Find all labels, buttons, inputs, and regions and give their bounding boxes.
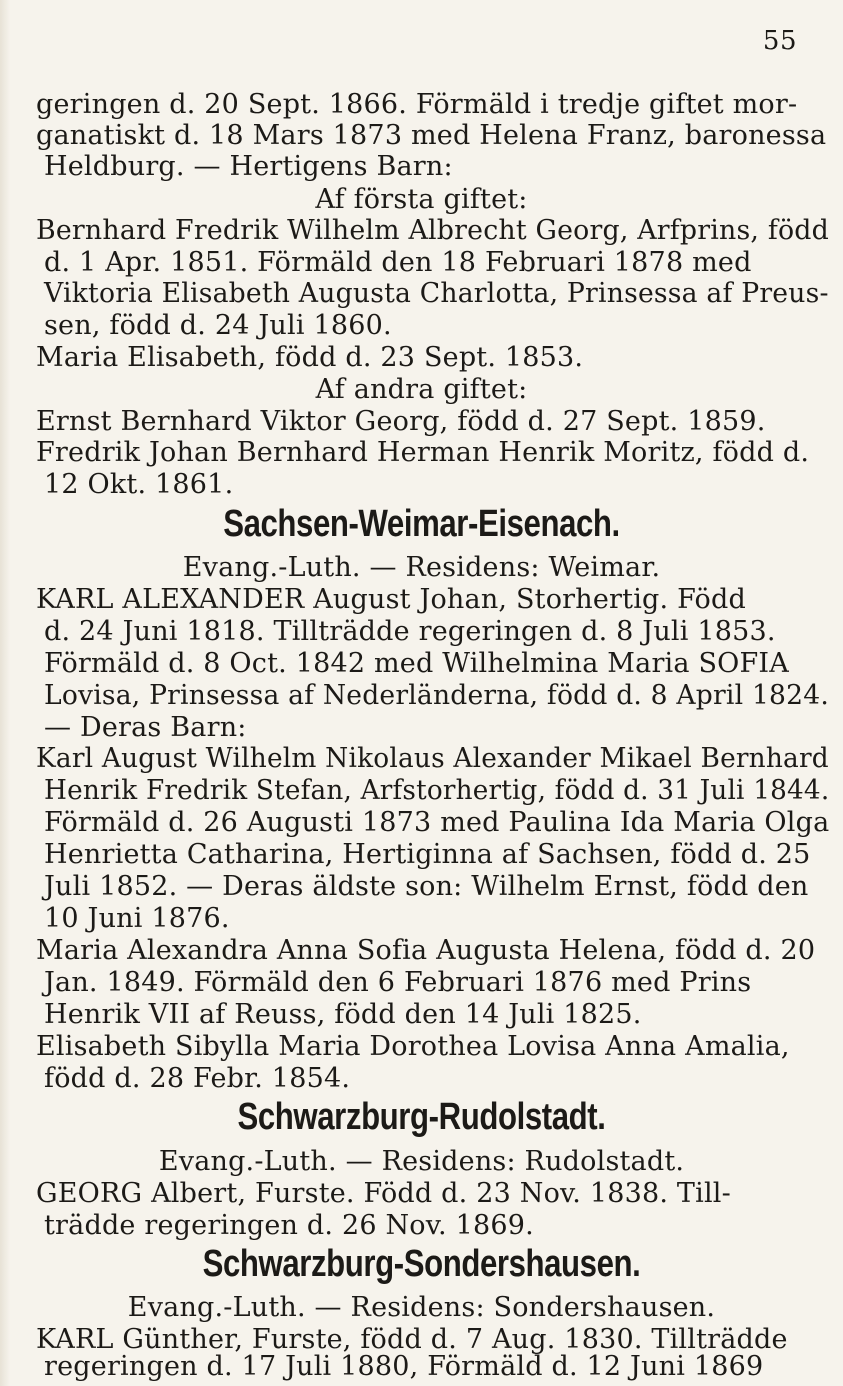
text-line: d. 1 Apr. 1851. Förmäld den 18 Februari 1878 med <box>44 247 752 278</box>
text-line: Heldburg. — Hertigens Barn: <box>44 151 453 182</box>
text-line: Fredrik Johan Bernhard Herman Henrik Moritz, född d. <box>36 437 810 468</box>
text-line: ganatiskt d. 18 Mars 1873 med Helena Franz, baronessa <box>36 120 827 151</box>
text-line: född d. 28 Febr. 1854. <box>44 1063 351 1094</box>
text-line: Förmäld d. 26 Augusti 1873 med Paulina Ida Maria Olga <box>44 807 830 838</box>
text-line: d. 24 Juni 1818. Tillträdde regeringen d. 8 Juli 1853. <box>44 616 776 647</box>
text-line: Juli 1852. — Deras äldste son: Wilhelm Ernst, född den <box>44 871 809 902</box>
section-subtitle: Evang.-Luth. — Residens: Weimar. <box>182 552 661 583</box>
section-heading: Schwarzburg-Sondershausen. <box>202 1243 641 1285</box>
section-subtitle: Evang.-Luth. — Residens: Rudolstadt. <box>158 1146 685 1177</box>
text-line: regeringen d. 17 Juli 1880, Förmäld d. 12 Juni 1869 <box>44 1351 764 1382</box>
text-line: Jan. 1849. Förmäld den 6 Februari 1876 med Prins <box>44 967 752 998</box>
text-line: trädde regeringen d. 26 Nov. 1869. <box>44 1210 534 1241</box>
subheading: Af andra giftet: <box>315 374 528 405</box>
text-line: Maria Elisabeth, född d. 23 Sept. 1853. <box>36 342 584 373</box>
text-line: geringen d. 20 Sept. 1866. Förmäld i tredje giftet mor- <box>36 89 798 120</box>
text-line: Ernst Bernhard Viktor Georg, född d. 27 Sept. 1859. <box>36 406 766 437</box>
text-line: sen, född d. 24 Juli 1860. <box>44 310 392 341</box>
text-line: Karl August Wilhelm Nikolaus Alexander Mikael Bernhard <box>36 743 829 774</box>
text-line: Henrik Fredrik Stefan, Arfstorhertig, född d. 31 Juli 1844. <box>44 775 830 806</box>
section-heading: Sachsen-Weimar-Eisenach. <box>223 503 620 545</box>
text-line: Viktoria Elisabeth Augusta Charlotta, Prinsessa af Preus- <box>44 278 829 309</box>
text-line: GEORG Albert, Furste. Född d. 23 Nov. 1838. Till- <box>36 1178 731 1209</box>
text-line: Förmäld d. 8 Oct. 1842 med Wilhelmina Maria SOFIA <box>44 648 789 679</box>
text-line: 10 Juni 1876. <box>44 903 230 934</box>
text-line: Lovisa, Prinsessa af Nederländerna, född d. 8 April 1824. <box>44 680 829 711</box>
text-line: Elisabeth Sibylla Maria Dorothea Lovisa Anna Amalia, <box>36 1031 790 1062</box>
text-line: Bernhard Fredrik Wilhelm Albrecht Georg, Arfprins, född <box>36 215 829 246</box>
text-line: KARL Günther, Furste, född d. 7 Aug. 1830. Tillträdde <box>36 1324 788 1355</box>
text-line: Maria Alexandra Anna Sofia Augusta Helena, född d. 20 <box>36 935 816 966</box>
section-subtitle: Evang.-Luth. — Residens: Sondershausen. <box>127 1292 716 1323</box>
text-line: Henrik VII af Reuss, född den 14 Juli 1825. <box>44 999 642 1030</box>
text-line: — Deras Barn: <box>44 712 247 743</box>
text-line: KARL ALEXANDER August Johan, Storhertig. Född <box>36 584 746 615</box>
section-heading: Schwarzburg-Rudolstadt. <box>237 1096 606 1138</box>
text-line: 12 Okt. 1861. <box>44 469 234 500</box>
page-number: 55 <box>762 26 797 56</box>
text-line: Henrietta Catharina, Hertiginna af Sachsen, född d. 25 <box>44 839 811 870</box>
subheading: Af första giftet: <box>315 184 528 215</box>
